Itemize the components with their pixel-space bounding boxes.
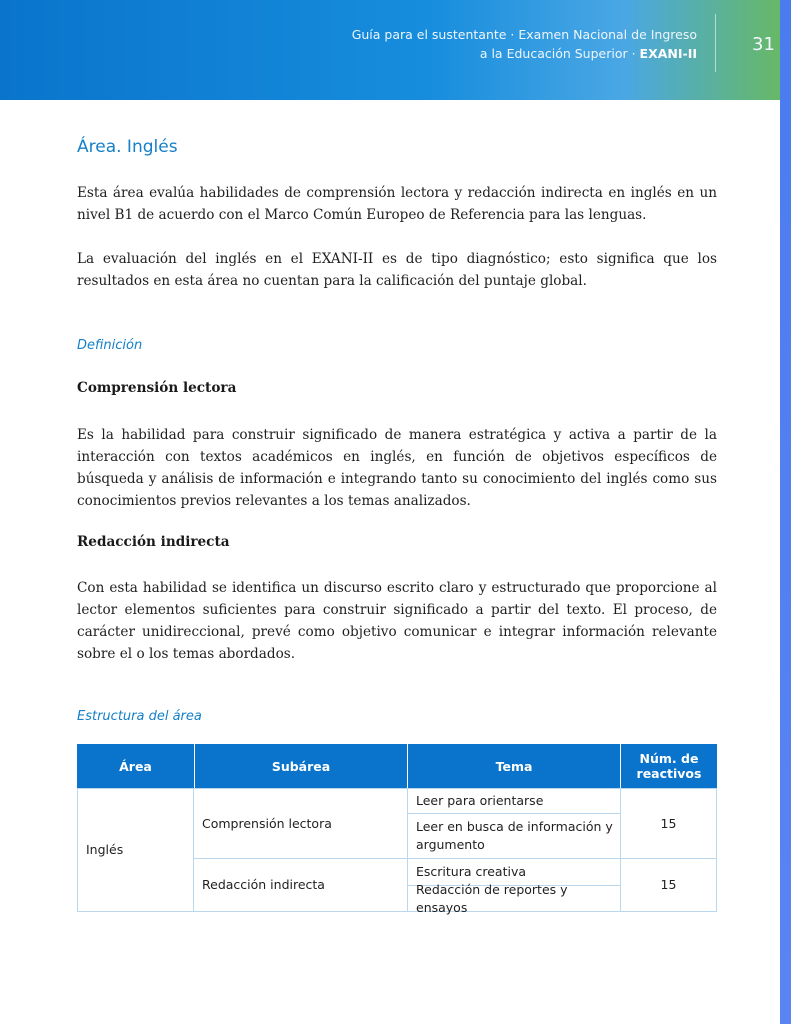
column-header-area: Área (77, 744, 194, 788)
cell-topic-reportes: Redacción de reportes y ensayos (407, 885, 621, 912)
header-title (352, 25, 697, 63)
definition-heading: Definición (77, 338, 143, 353)
column-header-tema: Tema (407, 744, 620, 788)
intro-paragraph-2: La evaluación del inglés en el EXANI-II es de tipo diagnóstico; esto significa que los resultados en esta área no cuentan para la calificación del puntaje global. (77, 251, 717, 289)
header-line-2-prefix: a la Educación Superior · (479, 46, 640, 61)
intro-paragraph-1: Esta área evalúa habilidades de comprensión lectora y redacción indirecta en inglés en un nivel B1 de acuerdo con el Marco Común Europeo de Referencia para las lenguas. (77, 185, 717, 223)
page-number: 31 (752, 34, 775, 55)
header-line-2 (352, 44, 697, 63)
header-divider (715, 14, 716, 72)
page-header (0, 0, 780, 100)
section-title: Área. Inglés (77, 137, 178, 157)
definition-text-comprension: Es la habilidad para construir significado de manera estratégica y activa a partir de la interacción con textos académicos en inglés, en función de objetivos específicos de búsqueda y análisis de información e integrando tanto su conocimiento del inglés como sus conocimientos previos relevantes a los temas analizados. (77, 427, 717, 509)
definition-text-redaccion: Con esta habilidad se identifica un discurso escrito claro y estructurado que proporcione al lector elementos suficientes para construir significado a partir del texto. El proceso, de carácter unidireccional, prevé como objetivo comunicar e integrar información relevante sobre el o los temas abordados. (77, 580, 717, 662)
definition-title-redaccion: Redacción indirecta (77, 534, 230, 550)
cell-subarea-redaccion: Redacción indirecta (193, 858, 408, 912)
cell-topic-busqueda: Leer en busca de información y argumento (407, 813, 621, 859)
cell-topic-orientarse: Leer para orientarse (407, 788, 621, 814)
header-line-1: Guía para el sustentante · Examen Nacional de Ingreso (351, 27, 697, 42)
cell-area: Inglés (77, 788, 194, 912)
column-header-subarea: Subárea (194, 744, 407, 788)
cell-count-comprension: 15 (620, 788, 717, 859)
cell-subarea-comprension: Comprensión lectora (193, 788, 408, 859)
definition-title-comprension: Comprensión lectora (77, 380, 237, 396)
cell-topic-escritura: Escritura creativa (407, 858, 621, 886)
cell-count-redaccion: 15 (620, 858, 717, 912)
page-edge-strip (780, 0, 791, 1024)
column-header-count: Núm. de reactivos (620, 744, 717, 788)
structure-heading: Estructura del área (77, 709, 202, 724)
header-exam-name: EXANI-II (639, 46, 697, 61)
